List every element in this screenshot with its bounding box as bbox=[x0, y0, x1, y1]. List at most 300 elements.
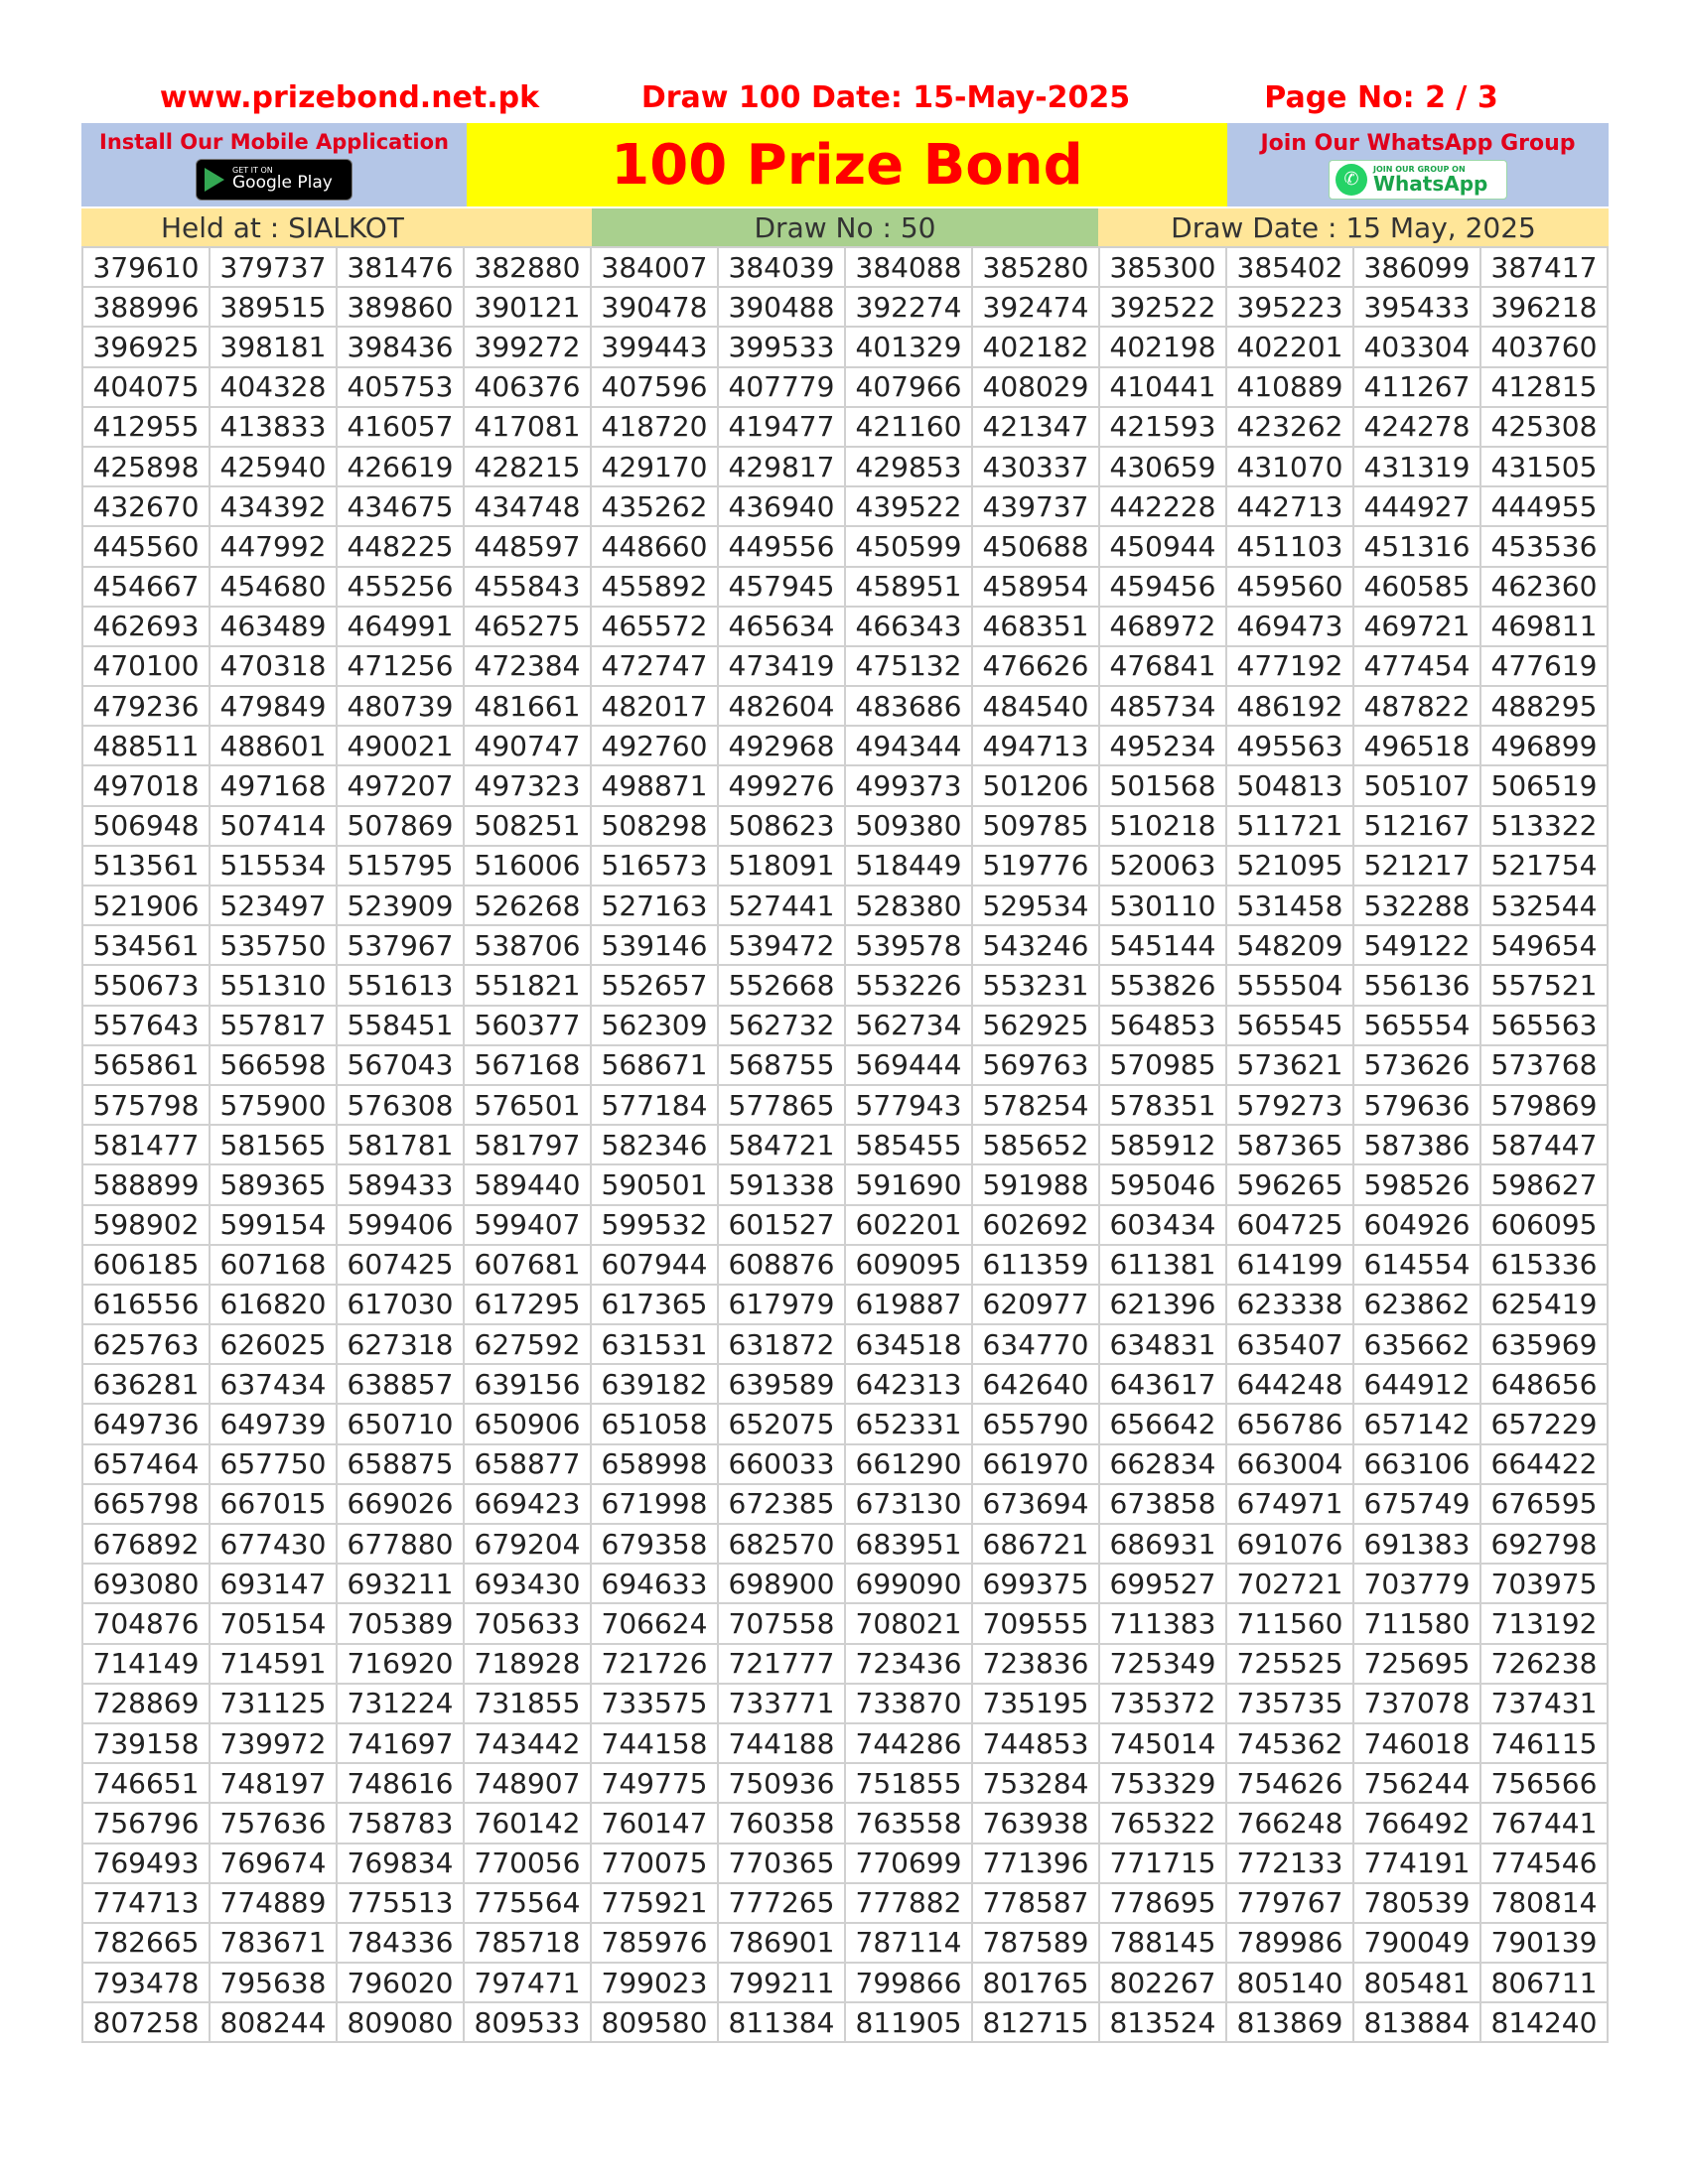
whatsapp-panel bbox=[1227, 123, 1609, 206]
bond-number-cell: 490747 bbox=[464, 726, 591, 765]
bond-number-cell: 488295 bbox=[1480, 686, 1608, 726]
google-play-badge[interactable] bbox=[196, 159, 352, 201]
bond-number-cell: 785718 bbox=[464, 1923, 591, 1963]
bond-number-cell: 499276 bbox=[718, 765, 845, 805]
bond-number-cell: 476626 bbox=[972, 646, 1099, 686]
bond-number-cell: 744158 bbox=[591, 1723, 718, 1763]
table-row bbox=[82, 1723, 1608, 1763]
bond-number-cell: 539146 bbox=[591, 925, 718, 965]
bond-number-cell: 434392 bbox=[210, 486, 337, 526]
bond-number-cell: 611359 bbox=[972, 1245, 1099, 1285]
table-row bbox=[82, 1763, 1608, 1803]
bond-number-cell: 672385 bbox=[718, 1484, 845, 1524]
bond-number-cell: 496518 bbox=[1353, 726, 1480, 765]
bond-number-cell: 473419 bbox=[718, 646, 845, 686]
google-play-small-text: GET IT ON bbox=[232, 166, 273, 175]
bond-number-cell: 634770 bbox=[972, 1324, 1099, 1364]
bond-number-cell: 526268 bbox=[464, 886, 591, 925]
bond-number-cell: 539578 bbox=[845, 925, 972, 965]
bond-number-cell: 512167 bbox=[1353, 806, 1480, 846]
bond-number-cell: 648656 bbox=[1480, 1364, 1608, 1404]
bond-number-cell: 663106 bbox=[1353, 1444, 1480, 1484]
bond-number-cell: 775513 bbox=[337, 1883, 464, 1923]
bond-number-cell: 725525 bbox=[1226, 1644, 1353, 1684]
bond-number-cell: 392474 bbox=[972, 287, 1099, 327]
bond-number-cell: 382880 bbox=[464, 247, 591, 287]
bond-number-cell: 528380 bbox=[845, 886, 972, 925]
bond-number-cell: 537967 bbox=[337, 925, 464, 965]
bond-number-cell: 579636 bbox=[1353, 1085, 1480, 1125]
bond-number-cell: 787589 bbox=[972, 1923, 1099, 1963]
bond-number-cell: 770365 bbox=[718, 1843, 845, 1883]
bond-number-cell: 728869 bbox=[82, 1684, 210, 1723]
bond-number-cell: 813524 bbox=[1099, 2002, 1226, 2042]
bond-number-cell: 639156 bbox=[464, 1364, 591, 1404]
bond-number-cell: 760147 bbox=[591, 1803, 718, 1843]
bond-number-cell: 644248 bbox=[1226, 1364, 1353, 1404]
bond-number-cell: 518449 bbox=[845, 846, 972, 886]
bond-number-cell: 430659 bbox=[1099, 447, 1226, 486]
bond-number-cell: 510218 bbox=[1099, 806, 1226, 846]
bond-number-cell: 395223 bbox=[1226, 287, 1353, 327]
bond-number-cell: 465572 bbox=[591, 607, 718, 646]
table-row bbox=[82, 407, 1608, 447]
bond-number-cell: 434748 bbox=[464, 486, 591, 526]
table-row bbox=[82, 1364, 1608, 1404]
bond-number-cell: 468351 bbox=[972, 607, 1099, 646]
bond-number-cell: 562734 bbox=[845, 1006, 972, 1045]
bond-number-cell: 693147 bbox=[210, 1564, 337, 1603]
bond-number-cell: 466343 bbox=[845, 607, 972, 646]
bond-number-cell: 599407 bbox=[464, 1205, 591, 1245]
bond-number-cell: 439522 bbox=[845, 486, 972, 526]
bond-number-cell: 662834 bbox=[1099, 1444, 1226, 1484]
bond-number-cell: 519776 bbox=[972, 846, 1099, 886]
bond-number-cell: 462693 bbox=[82, 607, 210, 646]
bond-number-cell: 739972 bbox=[210, 1723, 337, 1763]
bond-number-cell: 482017 bbox=[591, 686, 718, 726]
bond-number-cell: 602692 bbox=[972, 1205, 1099, 1245]
table-row bbox=[82, 526, 1608, 566]
bond-number-cell: 616556 bbox=[82, 1285, 210, 1324]
bond-number-cell: 793478 bbox=[82, 1963, 210, 2002]
bond-number-cell: 779767 bbox=[1226, 1883, 1353, 1923]
bond-number-cell: 579869 bbox=[1480, 1085, 1608, 1125]
bond-number-cell: 429170 bbox=[591, 447, 718, 486]
table-row bbox=[82, 806, 1608, 846]
bond-number-cell: 392522 bbox=[1099, 287, 1226, 327]
bond-number-cell: 423262 bbox=[1226, 407, 1353, 447]
bond-number-cell: 421347 bbox=[972, 407, 1099, 447]
bond-number-cell: 412815 bbox=[1480, 367, 1608, 407]
bond-number-cell: 495234 bbox=[1099, 726, 1226, 765]
bond-number-cell: 460585 bbox=[1353, 567, 1480, 607]
bond-number-cell: 539472 bbox=[718, 925, 845, 965]
bond-number-cell: 626025 bbox=[210, 1324, 337, 1364]
bond-number-cell: 404075 bbox=[82, 367, 210, 407]
draw-info-bar bbox=[81, 208, 1609, 246]
bond-number-cell: 570985 bbox=[1099, 1045, 1226, 1085]
bond-number-cell: 506948 bbox=[82, 806, 210, 846]
bond-number-cell: 459456 bbox=[1099, 567, 1226, 607]
bond-number-cell: 428215 bbox=[464, 447, 591, 486]
table-row bbox=[82, 1484, 1608, 1524]
bond-number-cell: 657750 bbox=[210, 1444, 337, 1484]
bond-number-cell: 702721 bbox=[1226, 1564, 1353, 1603]
bond-number-cell: 748616 bbox=[337, 1763, 464, 1803]
bond-number-cell: 434675 bbox=[337, 486, 464, 526]
bond-number-cell: 786901 bbox=[718, 1923, 845, 1963]
bond-number-cell: 748197 bbox=[210, 1763, 337, 1803]
bond-number-cell: 657142 bbox=[1353, 1404, 1480, 1443]
bond-number-cell: 521217 bbox=[1353, 846, 1480, 886]
bond-number-cell: 625763 bbox=[82, 1324, 210, 1364]
bond-number-cell: 705389 bbox=[337, 1603, 464, 1643]
bond-number-cell: 745014 bbox=[1099, 1723, 1226, 1763]
bond-number-cell: 444955 bbox=[1480, 486, 1608, 526]
bond-number-cell: 650710 bbox=[337, 1404, 464, 1443]
table-row bbox=[82, 1125, 1608, 1164]
bond-number-cell: 381476 bbox=[337, 247, 464, 287]
bond-number-cell: 723436 bbox=[845, 1644, 972, 1684]
bond-number-cell: 508298 bbox=[591, 806, 718, 846]
bond-number-cell: 735195 bbox=[972, 1684, 1099, 1723]
bond-number-cell: 520063 bbox=[1099, 846, 1226, 886]
bond-number-cell: 777265 bbox=[718, 1883, 845, 1923]
table-row bbox=[82, 925, 1608, 965]
bond-number-cell: 530110 bbox=[1099, 886, 1226, 925]
bond-number-cell: 552657 bbox=[591, 965, 718, 1005]
bond-number-cell: 801765 bbox=[972, 1963, 1099, 2002]
table-row bbox=[82, 765, 1608, 805]
bond-number-cell: 790139 bbox=[1480, 1923, 1608, 1963]
bond-number-cell: 770699 bbox=[845, 1843, 972, 1883]
bond-number-cell: 657464 bbox=[82, 1444, 210, 1484]
bond-number-cell: 396218 bbox=[1480, 287, 1608, 327]
bond-number-cell: 470318 bbox=[210, 646, 337, 686]
table-row bbox=[82, 1524, 1608, 1564]
bond-number-cell: 458954 bbox=[972, 567, 1099, 607]
bond-number-cell: 774191 bbox=[1353, 1843, 1480, 1883]
bond-number-cell: 442713 bbox=[1226, 486, 1353, 526]
bond-number-cell: 429817 bbox=[718, 447, 845, 486]
bond-number-cell: 607168 bbox=[210, 1245, 337, 1285]
bond-number-cell: 407596 bbox=[591, 367, 718, 407]
bond-number-cell: 625419 bbox=[1480, 1285, 1608, 1324]
bond-number-cell: 809580 bbox=[591, 2002, 718, 2042]
bond-number-cell: 606185 bbox=[82, 1245, 210, 1285]
bond-number-cell: 576501 bbox=[464, 1085, 591, 1125]
bond-number-cell: 534561 bbox=[82, 925, 210, 965]
bond-number-cell: 396925 bbox=[82, 327, 210, 366]
site-url[interactable]: www.prizebond.net.pk bbox=[159, 79, 540, 115]
table-row bbox=[82, 1803, 1608, 1843]
whatsapp-badge[interactable] bbox=[1329, 160, 1507, 200]
bond-number-cell: 723836 bbox=[972, 1644, 1099, 1684]
bond-number-cell: 787114 bbox=[845, 1923, 972, 1963]
bond-number-cell: 497207 bbox=[337, 765, 464, 805]
bond-number-cell: 462360 bbox=[1480, 567, 1608, 607]
bond-number-cell: 650906 bbox=[464, 1404, 591, 1443]
draw-date: Draw Date : 15 May, 2025 bbox=[1098, 208, 1609, 246]
bond-number-cell: 549122 bbox=[1353, 925, 1480, 965]
bond-number-cell: 651058 bbox=[591, 1404, 718, 1443]
bond-number-cell: 454667 bbox=[82, 567, 210, 607]
bond-number-cell: 573626 bbox=[1353, 1045, 1480, 1085]
bond-number-cell: 494713 bbox=[972, 726, 1099, 765]
whatsapp-small-text: JOIN OUR GROUP ON bbox=[1373, 164, 1466, 174]
bond-number-cell: 758783 bbox=[337, 1803, 464, 1843]
bond-number-cell: 726238 bbox=[1480, 1644, 1608, 1684]
bond-number-cell: 405753 bbox=[337, 367, 464, 407]
bond-number-cell: 737431 bbox=[1480, 1684, 1608, 1723]
bond-number-cell: 575900 bbox=[210, 1085, 337, 1125]
bond-number-cell: 663004 bbox=[1226, 1444, 1353, 1484]
bond-number-cell: 575798 bbox=[82, 1085, 210, 1125]
bond-number-cell: 399533 bbox=[718, 327, 845, 366]
bond-number-cell: 509785 bbox=[972, 806, 1099, 846]
bond-number-cell: 658875 bbox=[337, 1444, 464, 1484]
bond-number-cell: 788145 bbox=[1099, 1923, 1226, 1963]
bond-number-cell: 532544 bbox=[1480, 886, 1608, 925]
bond-number-cell: 673858 bbox=[1099, 1484, 1226, 1524]
bond-number-cell: 568671 bbox=[591, 1045, 718, 1085]
bond-number-cell: 636281 bbox=[82, 1364, 210, 1404]
bond-number-cell: 760142 bbox=[464, 1803, 591, 1843]
bond-number-cell: 464991 bbox=[337, 607, 464, 646]
bond-number-cell: 771396 bbox=[972, 1843, 1099, 1883]
bond-number-cell: 671998 bbox=[591, 1484, 718, 1524]
bond-number-cell: 516006 bbox=[464, 846, 591, 886]
bond-number-cell: 385280 bbox=[972, 247, 1099, 287]
bond-number-cell: 603434 bbox=[1099, 1205, 1226, 1245]
bond-number-cell: 642313 bbox=[845, 1364, 972, 1404]
bond-number-cell: 590501 bbox=[591, 1164, 718, 1204]
bond-number-cell: 581565 bbox=[210, 1125, 337, 1164]
bond-number-cell: 686721 bbox=[972, 1524, 1099, 1564]
bond-number-cell: 771715 bbox=[1099, 1843, 1226, 1883]
bond-number-cell: 390121 bbox=[464, 287, 591, 327]
bond-number-cell: 790049 bbox=[1353, 1923, 1480, 1963]
bond-number-cell: 390488 bbox=[718, 287, 845, 327]
table-row bbox=[82, 327, 1608, 366]
bond-number-cell: 453536 bbox=[1480, 526, 1608, 566]
bond-number-cell: 619887 bbox=[845, 1285, 972, 1324]
table-row bbox=[82, 1843, 1608, 1883]
bond-number-cell: 802267 bbox=[1099, 1963, 1226, 2002]
bond-number-cell: 743442 bbox=[464, 1723, 591, 1763]
bond-number-cell: 569444 bbox=[845, 1045, 972, 1085]
bond-number-cell: 497323 bbox=[464, 765, 591, 805]
bond-number-cell: 560377 bbox=[464, 1006, 591, 1045]
bond-number-cell: 623338 bbox=[1226, 1285, 1353, 1324]
bond-number-cell: 577184 bbox=[591, 1085, 718, 1125]
bond-number-cell: 505107 bbox=[1353, 765, 1480, 805]
bond-number-cell: 602201 bbox=[845, 1205, 972, 1245]
bond-number-cell: 611381 bbox=[1099, 1245, 1226, 1285]
bond-number-cell: 484540 bbox=[972, 686, 1099, 726]
bond-number-cell: 482604 bbox=[718, 686, 845, 726]
bond-number-cell: 744188 bbox=[718, 1723, 845, 1763]
table-row bbox=[82, 1444, 1608, 1484]
bond-number-cell: 774713 bbox=[82, 1883, 210, 1923]
bond-number-cell: 606095 bbox=[1480, 1205, 1608, 1245]
bond-number-cell: 567168 bbox=[464, 1045, 591, 1085]
bond-number-cell: 431070 bbox=[1226, 447, 1353, 486]
bond-number-cell: 809080 bbox=[337, 2002, 464, 2042]
bond-number-cell: 721777 bbox=[718, 1644, 845, 1684]
bond-number-cell: 465634 bbox=[718, 607, 845, 646]
bond-number-cell: 698900 bbox=[718, 1564, 845, 1603]
bond-number-cell: 699375 bbox=[972, 1564, 1099, 1603]
bond-number-cell: 513561 bbox=[82, 846, 210, 886]
bond-number-cell: 699527 bbox=[1099, 1564, 1226, 1603]
bond-number-cell: 399443 bbox=[591, 327, 718, 366]
bond-number-cell: 599406 bbox=[337, 1205, 464, 1245]
bond-number-cell: 577943 bbox=[845, 1085, 972, 1125]
bond-number-cell: 657229 bbox=[1480, 1404, 1608, 1443]
bond-number-cell: 608876 bbox=[718, 1245, 845, 1285]
bond-number-cell: 495563 bbox=[1226, 726, 1353, 765]
bond-number-cell: 780814 bbox=[1480, 1883, 1608, 1923]
bond-number-cell: 639589 bbox=[718, 1364, 845, 1404]
table-row bbox=[82, 567, 1608, 607]
bond-number-cell: 470100 bbox=[82, 646, 210, 686]
bond-number-cell: 769674 bbox=[210, 1843, 337, 1883]
bond-number-cell: 708021 bbox=[845, 1603, 972, 1643]
google-play-text: Google Play bbox=[232, 173, 333, 193]
bond-number-cell: 620977 bbox=[972, 1285, 1099, 1324]
bond-number-cell: 527441 bbox=[718, 886, 845, 925]
bond-number-cell: 384088 bbox=[845, 247, 972, 287]
bond-number-cell: 808244 bbox=[210, 2002, 337, 2042]
bond-number-cell: 531458 bbox=[1226, 886, 1353, 925]
bond-number-cell: 812715 bbox=[972, 2002, 1099, 2042]
mobile-app-label: Install Our Mobile Application bbox=[99, 129, 449, 154]
bond-number-cell: 477192 bbox=[1226, 646, 1353, 686]
mobile-app-panel bbox=[81, 123, 467, 206]
bond-number-cell: 395433 bbox=[1353, 287, 1480, 327]
bond-number-cell: 387417 bbox=[1480, 247, 1608, 287]
bond-number-cell: 711383 bbox=[1099, 1603, 1226, 1643]
bond-number-cell: 585652 bbox=[972, 1125, 1099, 1164]
bond-number-cell: 783671 bbox=[210, 1923, 337, 1963]
bond-number-cell: 725695 bbox=[1353, 1644, 1480, 1684]
bond-number-cell: 389515 bbox=[210, 287, 337, 327]
bond-number-cell: 459560 bbox=[1226, 567, 1353, 607]
bond-number-cell: 814240 bbox=[1480, 2002, 1608, 2042]
bond-number-cell: 677880 bbox=[337, 1524, 464, 1564]
bond-number-cell: 777882 bbox=[845, 1883, 972, 1923]
bond-number-cell: 644912 bbox=[1353, 1364, 1480, 1404]
bond-number-cell: 565554 bbox=[1353, 1006, 1480, 1045]
bond-number-cell: 799023 bbox=[591, 1963, 718, 2002]
bond-number-cell: 774546 bbox=[1480, 1843, 1608, 1883]
bond-number-cell: 746651 bbox=[82, 1763, 210, 1803]
bond-number-cell: 731125 bbox=[210, 1684, 337, 1723]
whatsapp-label: Join Our WhatsApp Group bbox=[1260, 130, 1576, 156]
bond-number-cell: 753284 bbox=[972, 1763, 1099, 1803]
bond-number-cell: 477619 bbox=[1480, 646, 1608, 686]
bond-number-cell: 384007 bbox=[591, 247, 718, 287]
bond-number-cell: 635407 bbox=[1226, 1324, 1353, 1364]
bond-number-cell: 485734 bbox=[1099, 686, 1226, 726]
bond-number-cell: 581477 bbox=[82, 1125, 210, 1164]
bond-number-cell: 553226 bbox=[845, 965, 972, 1005]
table-row bbox=[82, 1923, 1608, 1963]
table-row bbox=[82, 447, 1608, 486]
bond-number-cell: 799866 bbox=[845, 1963, 972, 2002]
bond-number-cell: 509380 bbox=[845, 806, 972, 846]
bond-number-cell: 686931 bbox=[1099, 1524, 1226, 1564]
bond-number-cell: 660033 bbox=[718, 1444, 845, 1484]
bond-number-cell: 424278 bbox=[1353, 407, 1480, 447]
bond-number-cell: 711580 bbox=[1353, 1603, 1480, 1643]
bond-number-cell: 780539 bbox=[1353, 1883, 1480, 1923]
bond-number-cell: 573768 bbox=[1480, 1045, 1608, 1085]
bond-number-cell: 527163 bbox=[591, 886, 718, 925]
bond-number-cell: 614554 bbox=[1353, 1245, 1480, 1285]
bond-number-cell: 439737 bbox=[972, 486, 1099, 526]
bond-number-cell: 615336 bbox=[1480, 1245, 1608, 1285]
bond-number-cell: 585912 bbox=[1099, 1125, 1226, 1164]
bond-number-cell: 399272 bbox=[464, 327, 591, 366]
bond-number-cell: 733575 bbox=[591, 1684, 718, 1723]
table-row bbox=[82, 686, 1608, 726]
bond-number-cell: 706624 bbox=[591, 1603, 718, 1643]
table-row bbox=[82, 1963, 1608, 2002]
table-row bbox=[82, 1285, 1608, 1324]
bond-number-cell: 469721 bbox=[1353, 607, 1480, 646]
bond-number-cell: 442228 bbox=[1099, 486, 1226, 526]
bond-number-cell: 445560 bbox=[82, 526, 210, 566]
bond-number-cell: 750936 bbox=[718, 1763, 845, 1803]
bond-number-cell: 450688 bbox=[972, 526, 1099, 566]
bond-number-cell: 406376 bbox=[464, 367, 591, 407]
bond-number-cell: 516573 bbox=[591, 846, 718, 886]
bond-number-cell: 413833 bbox=[210, 407, 337, 447]
bond-number-cell: 479236 bbox=[82, 686, 210, 726]
bond-number-cell: 385402 bbox=[1226, 247, 1353, 287]
bond-number-cell: 498871 bbox=[591, 765, 718, 805]
bond-number-cell: 656642 bbox=[1099, 1404, 1226, 1443]
bond-number-cell: 665798 bbox=[82, 1484, 210, 1524]
bond-number-cell: 601527 bbox=[718, 1205, 845, 1245]
table-row bbox=[82, 1324, 1608, 1364]
held-at: Held at : SIALKOT bbox=[81, 208, 592, 246]
bond-number-cell: 584721 bbox=[718, 1125, 845, 1164]
table-row bbox=[82, 287, 1608, 327]
bond-number-cell: 508623 bbox=[718, 806, 845, 846]
bond-number-cell: 532288 bbox=[1353, 886, 1480, 925]
bond-number-cell: 568755 bbox=[718, 1045, 845, 1085]
table-row bbox=[82, 1603, 1608, 1643]
bond-number-cell: 487822 bbox=[1353, 686, 1480, 726]
bond-number-cell: 448597 bbox=[464, 526, 591, 566]
bond-number-cell: 604725 bbox=[1226, 1205, 1353, 1245]
bond-number-cell: 431319 bbox=[1353, 447, 1480, 486]
bond-number-cell: 403304 bbox=[1353, 327, 1480, 366]
bond-number-cell: 558451 bbox=[337, 1006, 464, 1045]
bond-number-cell: 435262 bbox=[591, 486, 718, 526]
bond-number-cell: 614199 bbox=[1226, 1245, 1353, 1285]
bond-number-cell: 664422 bbox=[1480, 1444, 1608, 1484]
bond-number-cell: 631531 bbox=[591, 1324, 718, 1364]
bond-number-cell: 811384 bbox=[718, 2002, 845, 2042]
bond-number-cell: 599532 bbox=[591, 1205, 718, 1245]
bond-number-cell: 548209 bbox=[1226, 925, 1353, 965]
bond-number-cell: 573621 bbox=[1226, 1045, 1353, 1085]
